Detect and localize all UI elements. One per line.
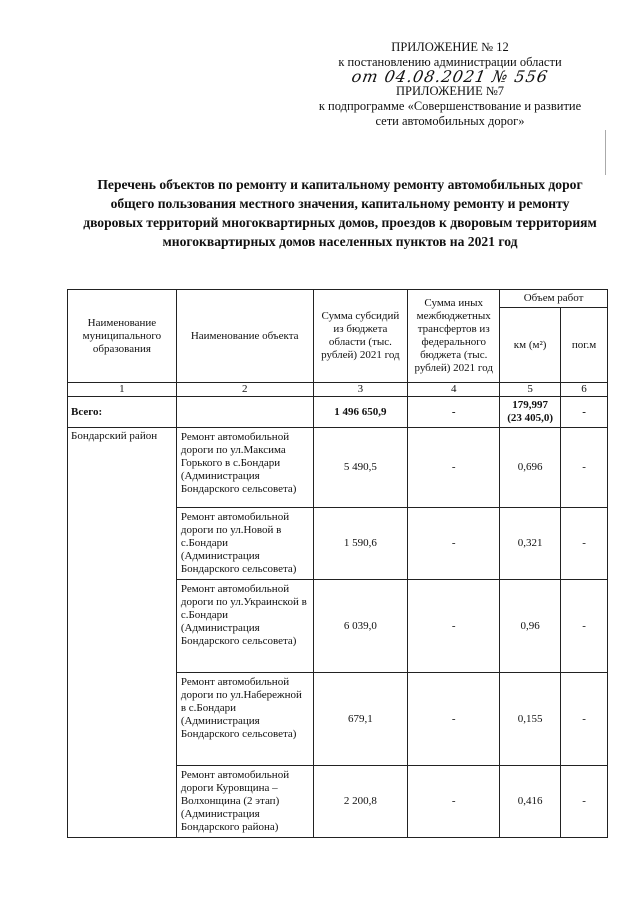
decree-reference: к постановлению администрации области xyxy=(338,55,562,69)
header-object: Наименование объекта xyxy=(176,290,313,383)
object-fed: - xyxy=(408,580,500,673)
document-title: Перечень объектов по ремонту и капитальному ремонту автомобильных дорог общего пользования местного значения, капитальному ремонту и ремонту дворовых территорий многоквартирных домов, проездов к дворовым территориям многоквартирных домов населенных пунктов на 2021 год xyxy=(83,177,597,249)
object-sum: 2 200,8 xyxy=(313,766,408,838)
scan-mark xyxy=(605,130,606,175)
object-name: Ремонт автомобильной дороги по ул.Максима Горького в с.Бондари (Администрация Бондарского сельсовета) xyxy=(176,428,313,508)
total-km xyxy=(500,397,561,428)
object-pog: - xyxy=(561,673,608,766)
total-pog: - xyxy=(561,397,608,428)
total-empty xyxy=(176,397,313,428)
total-label: Всего: xyxy=(68,397,177,428)
object-pog: - xyxy=(561,580,608,673)
object-fed: - xyxy=(408,766,500,838)
col-number: 5 xyxy=(500,383,561,397)
object-km: 0,96 xyxy=(500,580,561,673)
object-sum: 1 590,6 xyxy=(313,508,408,580)
appendix-header xyxy=(300,40,600,129)
col-number: 4 xyxy=(408,383,500,397)
total-sum: 1 496 650,9 xyxy=(313,397,408,428)
col-number: 1 xyxy=(68,383,177,397)
total-fed: - xyxy=(408,397,500,428)
header-subsidy: Сумма субсидий из бюджета области (тыс. рублей) 2021 год xyxy=(313,290,408,383)
object-km: 0,155 xyxy=(500,673,561,766)
object-sum: 6 039,0 xyxy=(313,580,408,673)
table-row xyxy=(68,428,608,508)
object-fed: - xyxy=(408,673,500,766)
municipality-name: Бондарский район xyxy=(68,428,177,838)
object-fed: - xyxy=(408,508,500,580)
header-pog: пог.м xyxy=(561,308,608,383)
object-name: Ремонт автомобильной дороги Куровщина – Волхонщина (2 этап) (Администрация Бондарского района) xyxy=(176,766,313,838)
header-km: км (м²) xyxy=(500,308,561,383)
total-km-value: 179,997 xyxy=(512,399,548,411)
col-number: 6 xyxy=(561,383,608,397)
object-name: Ремонт автомобильной дороги по ул.Набережной в с.Бондари (Администрация Бондарского сельсовета) xyxy=(176,673,313,766)
subprogram-reference: к подпрограмме «Совершенствование и развитие xyxy=(318,99,582,113)
header-work-volume: Объем работ xyxy=(500,290,608,308)
header-federal: Сумма иных межбюджетных трансфертов из федерального бюджета (тыс. рублей) 2021 год xyxy=(408,290,500,383)
object-name: Ремонт автомобильной дороги по ул.Украинской в с.Бондари (Администрация Бондарского сельсовета) xyxy=(176,580,313,673)
object-pog: - xyxy=(561,428,608,508)
col-number: 2 xyxy=(176,383,313,397)
object-pog: - xyxy=(561,508,608,580)
object-pog: - xyxy=(561,766,608,838)
header-municipality: Наименование муниципального образования xyxy=(68,290,177,383)
handwritten-date-number: от 04.08.2021 № 556 xyxy=(350,67,550,86)
object-km: 0,416 xyxy=(500,766,561,838)
col-number: 3 xyxy=(313,383,408,397)
object-km: 0,696 xyxy=(500,428,561,508)
total-m2-value: (23 405,0) xyxy=(507,412,554,424)
appendix-number: ПРИЛОЖЕНИЕ № 12 xyxy=(391,40,509,54)
object-sum: 679,1 xyxy=(313,673,408,766)
object-fed: - xyxy=(408,428,500,508)
column-numbers-row xyxy=(68,383,608,397)
objects-table xyxy=(67,289,608,838)
object-name: Ремонт автомобильной дороги по ул.Новой в с.Бондари (Администрация Бондарского сельсовета) xyxy=(176,508,313,580)
subprogram-reference-cont: сети автомобильных дорог» xyxy=(375,114,525,128)
sub-appendix-number: ПРИЛОЖЕНИЕ №7 xyxy=(395,84,505,98)
object-sum: 5 490,5 xyxy=(313,428,408,508)
object-km: 0,321 xyxy=(500,508,561,580)
header-row xyxy=(68,290,608,308)
total-row xyxy=(68,397,608,428)
